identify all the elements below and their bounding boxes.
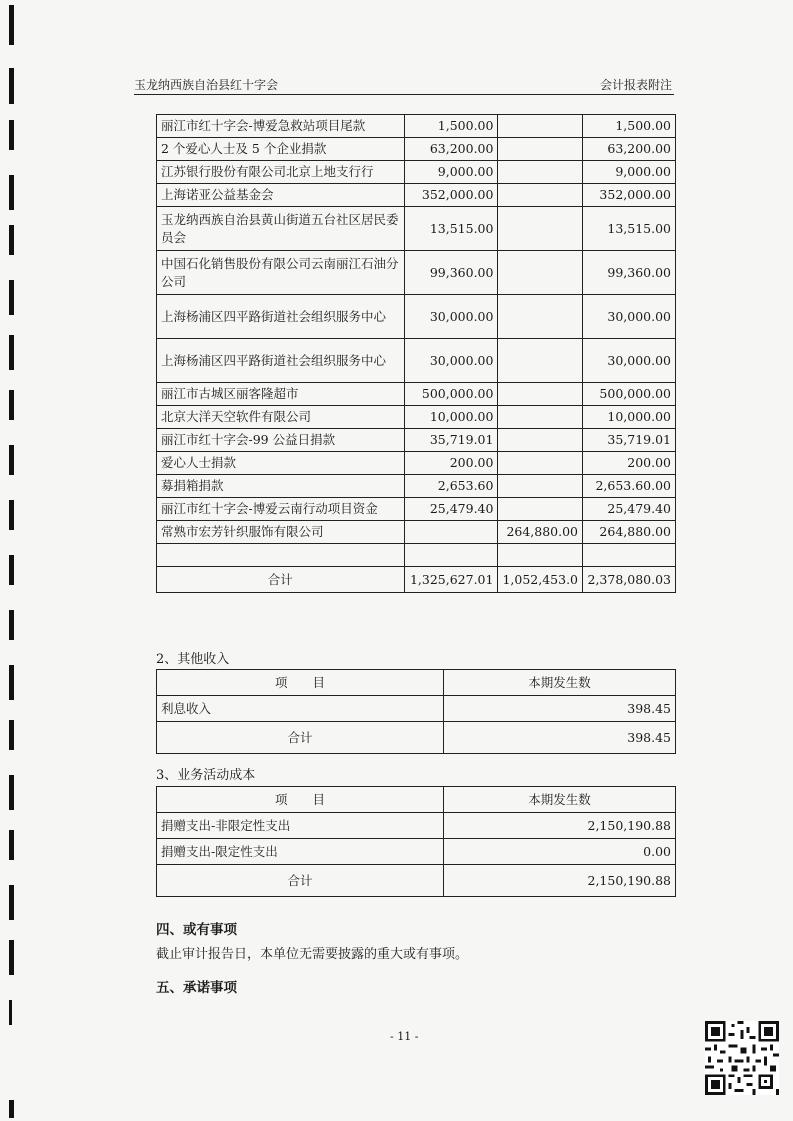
row-amount: 398.45 [444, 696, 676, 722]
table-header-row [157, 787, 676, 813]
row-name: 常熟市宏芳针织服饰有限公司 [157, 521, 405, 544]
col-amount: 本期发生数 [444, 787, 676, 813]
binding-mark [9, 775, 14, 810]
header-org: 玉龙纳西族自治县红十字会 [134, 78, 279, 92]
table-row [157, 452, 676, 475]
row-amount-a: 63,200.00 [404, 138, 498, 161]
table-header-row [157, 670, 676, 696]
row-name: 玉龙纳西族自治县黄山街道五台社区居民委员会 [157, 207, 405, 251]
row-name: 丽江市古城区丽客隆超市 [157, 383, 405, 406]
table-row [157, 406, 676, 429]
row-amount-c: 2,653.60.00 [583, 475, 676, 498]
binding-mark [9, 445, 14, 475]
row-name: 捐赠支出-限定性支出 [157, 839, 444, 865]
row-amount-a: 99,360.00 [404, 251, 498, 295]
section-heading-contingencies: 四、或有事项 [156, 922, 237, 938]
total-amount: 2,150,190.88 [444, 865, 676, 897]
row-amount-a: 35,719.01 [404, 429, 498, 452]
binding-mark [9, 885, 14, 920]
row-name: 丽江市红十字会-博爱云南行动项目资金 [157, 498, 405, 521]
row-amount-c: 30,000.00 [583, 339, 676, 383]
row-amount-c: 13,515.00 [583, 207, 676, 251]
row-amount-a: 10,000.00 [404, 406, 498, 429]
section-title-other-income: 2、其他收入 [156, 652, 230, 667]
total-amount: 398.45 [444, 722, 676, 754]
row-name: 上海杨浦区四平路街道社会组织服务中心 [157, 295, 405, 339]
row-amount-b [498, 383, 583, 406]
row-name: 利息收入 [157, 696, 444, 722]
col-item: 项 目 [157, 670, 444, 696]
row-amount-c: 1,500.00 [583, 115, 676, 138]
row-name: 北京大洋天空软件有限公司 [157, 406, 405, 429]
row-amount-c: 200.00 [583, 452, 676, 475]
table-row [157, 251, 676, 295]
col-item: 项 目 [157, 787, 444, 813]
table-row [157, 295, 676, 339]
row-amount-b [498, 207, 583, 251]
other-income-table [156, 669, 676, 754]
table-row [157, 429, 676, 452]
table-row [157, 839, 676, 865]
binding-mark [9, 830, 14, 860]
table-row [157, 161, 676, 184]
row-amount-a: 30,000.00 [404, 295, 498, 339]
row-amount-c: 35,719.01 [583, 429, 676, 452]
row-amount-a [404, 544, 498, 567]
row-name: 募捐箱捐款 [157, 475, 405, 498]
table-row [157, 498, 676, 521]
row-amount-b [498, 295, 583, 339]
row-amount-a: 30,000.00 [404, 339, 498, 383]
header-doc-title: 会计报表附注 [599, 78, 672, 92]
row-amount-b [498, 115, 583, 138]
row-amount-b [498, 406, 583, 429]
binding-mark [9, 500, 14, 530]
row-amount-b [498, 429, 583, 452]
row-amount-c: 99,360.00 [583, 251, 676, 295]
row-amount-b [498, 184, 583, 207]
row-amount-c: 30,000.00 [583, 295, 676, 339]
donations-total-row [157, 567, 676, 593]
table-row [157, 813, 676, 839]
row-amount: 0.00 [444, 839, 676, 865]
binding-mark [9, 335, 14, 370]
row-amount-c [583, 544, 676, 567]
row-amount: 2,150,190.88 [444, 813, 676, 839]
row-name: 2 个爱心人士及 5 个企业捐款 [157, 138, 405, 161]
row-name [157, 544, 405, 567]
row-amount-b [498, 452, 583, 475]
row-amount-c: 9,000.00 [583, 161, 676, 184]
row-amount-a: 352,000.00 [404, 184, 498, 207]
row-name: 捐赠支出-非限定性支出 [157, 813, 444, 839]
row-amount-a: 2,653.60 [404, 475, 498, 498]
total-c: 2,378,080.03 [583, 567, 676, 593]
binding-mark [9, 175, 14, 210]
binding-mark [9, 1000, 12, 1025]
total-label: 合计 [157, 865, 444, 897]
table-row [157, 383, 676, 406]
row-amount-c: 25,479.40 [583, 498, 676, 521]
row-amount-b [498, 251, 583, 295]
col-amount: 本期发生数 [444, 670, 676, 696]
row-amount-a: 9,000.00 [404, 161, 498, 184]
section-heading-commitments: 五、承诺事项 [156, 980, 237, 996]
row-amount-b [498, 475, 583, 498]
page-header [134, 74, 674, 95]
table-row [157, 207, 676, 251]
page-number: - 11 - [390, 1030, 419, 1043]
row-amount-b [498, 498, 583, 521]
row-amount-a: 25,479.40 [404, 498, 498, 521]
row-amount-c: 500,000.00 [583, 383, 676, 406]
binding-mark [9, 68, 14, 104]
row-name: 丽江市红十字会-99 公益日捐款 [157, 429, 405, 452]
row-name: 中国石化销售股份有限公司云南丽江石油分公司 [157, 251, 405, 295]
row-amount-b [498, 138, 583, 161]
section-title-business-cost: 3、业务活动成本 [156, 768, 256, 783]
binding-mark [9, 280, 14, 315]
total-label: 合计 [157, 567, 405, 593]
table-row [157, 521, 676, 544]
binding-mark [9, 225, 14, 255]
row-amount-c: 352,000.00 [583, 184, 676, 207]
row-amount-c: 63,200.00 [583, 138, 676, 161]
contingencies-text: 截止审计报告日，本单位无需要披露的重大或有事项。 [156, 947, 469, 962]
row-amount-b [498, 161, 583, 184]
row-amount-b: 264,880.00 [498, 521, 583, 544]
row-amount-c: 10,000.00 [583, 406, 676, 429]
row-amount-a: 1,500.00 [404, 115, 498, 138]
donations-table [156, 114, 676, 593]
row-amount-a: 13,515.00 [404, 207, 498, 251]
binding-mark [9, 390, 14, 420]
table-row [157, 184, 676, 207]
table-total-row [157, 722, 676, 754]
table-row [157, 544, 676, 567]
row-amount-b [498, 544, 583, 567]
binding-mark [9, 720, 14, 750]
row-amount-b [498, 339, 583, 383]
row-name: 上海杨浦区四平路街道社会组织服务中心 [157, 339, 405, 383]
binding-mark [9, 120, 14, 150]
binding-mark [9, 1100, 14, 1118]
row-amount-a [404, 521, 498, 544]
table-row [157, 339, 676, 383]
row-amount-c: 264,880.00 [583, 521, 676, 544]
table-row [157, 138, 676, 161]
row-name: 上海诺亚公益基金会 [157, 184, 405, 207]
table-row [157, 696, 676, 722]
total-a: 1,325,627.01 [404, 567, 498, 593]
binding-mark [9, 610, 14, 640]
row-name: 爱心人士捐款 [157, 452, 405, 475]
row-amount-a: 500,000.00 [404, 383, 498, 406]
total-b: 1,052,453.0 [498, 567, 583, 593]
row-amount-a: 200.00 [404, 452, 498, 475]
table-row [157, 115, 676, 138]
table-total-row [157, 865, 676, 897]
qr-code-icon [705, 1021, 779, 1095]
binding-mark [9, 665, 14, 700]
binding-mark [9, 5, 14, 45]
row-name: 丽江市红十字会-博爱急救站项目尾款 [157, 115, 405, 138]
binding-mark [9, 940, 14, 975]
binding-mark [9, 555, 14, 585]
business-cost-table [156, 786, 676, 897]
row-name: 江苏银行股份有限公司北京上地支行行 [157, 161, 405, 184]
total-label: 合计 [157, 722, 444, 754]
table-row [157, 475, 676, 498]
